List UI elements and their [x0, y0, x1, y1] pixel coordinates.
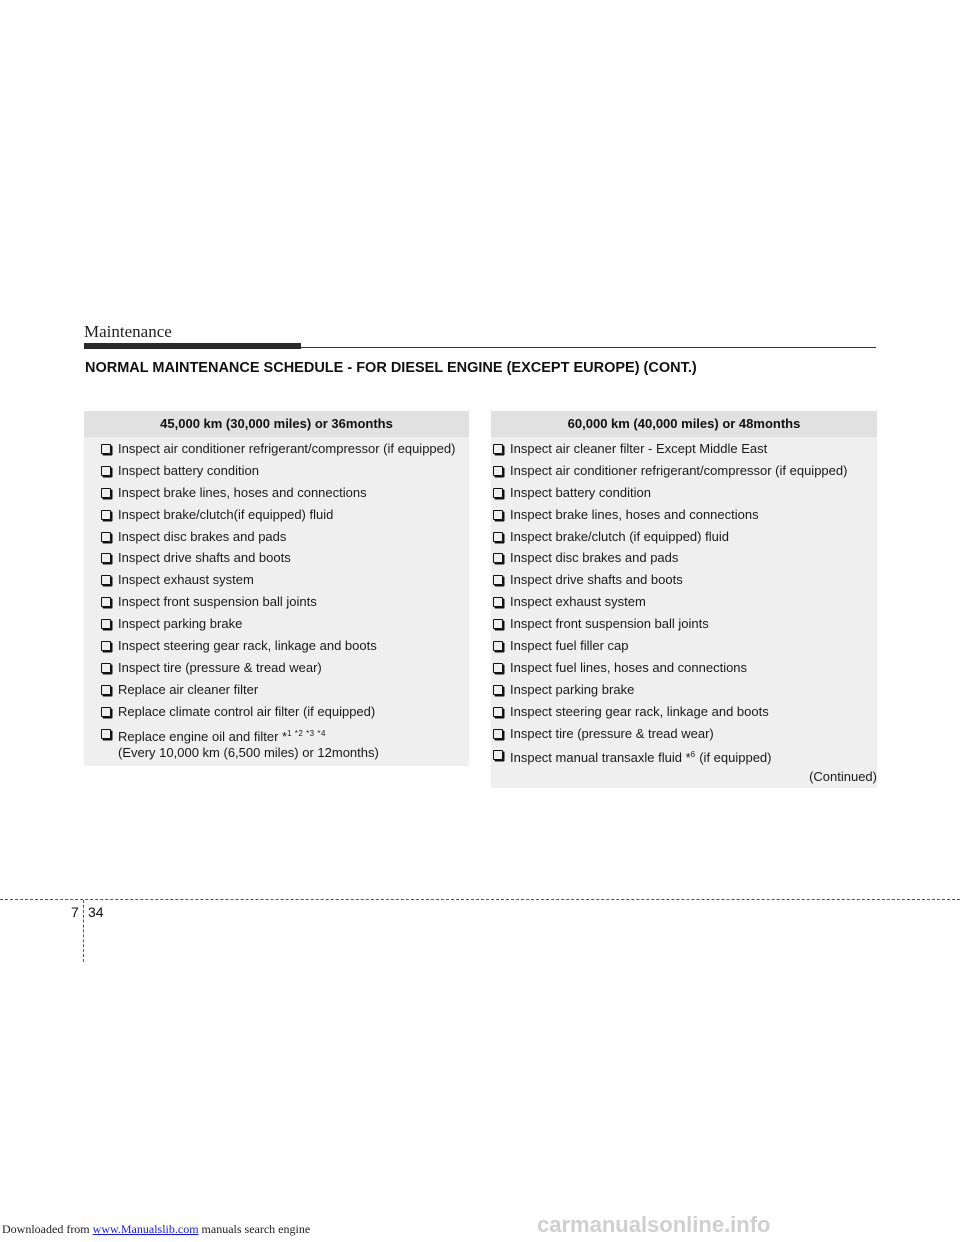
checkbox-icon [101, 444, 111, 454]
list-item: Inspect disc brakes and pads [99, 529, 469, 551]
checkbox-icon [101, 685, 111, 695]
checkbox-icon [493, 685, 503, 695]
checkbox-icon [493, 750, 503, 760]
list-item: Replace climate control air filter (if equipped) [99, 704, 469, 726]
list-item: Inspect fuel filler cap [491, 638, 877, 660]
checkbox-icon [101, 575, 111, 585]
checkbox-icon [101, 488, 111, 498]
list-item: Inspect battery condition [99, 463, 469, 485]
list-item: Replace engine oil and filter *$^{1 *2 *3 *4}$ (Every 10,000 km (6,500 miles) or 12months) [99, 726, 469, 761]
checkbox-icon [101, 466, 111, 476]
checkbox-icon [101, 532, 111, 542]
manualslib-link[interactable]: www.Manualslib.com [92, 1222, 199, 1236]
continued-note: (Continued) [809, 769, 877, 784]
checkbox-icon [493, 444, 503, 454]
footer-prefix: Downloaded from [2, 1222, 93, 1236]
checkbox-icon [493, 553, 503, 563]
checkbox-icon [493, 488, 503, 498]
list-item: Inspect tire (pressure & tread wear) [99, 660, 469, 682]
checkbox-icon [493, 707, 503, 717]
list-item: Inspect brake lines, hoses and connections [491, 507, 877, 529]
page-number: 34 [88, 904, 104, 920]
list-item: Inspect drive shafts and boots [99, 550, 469, 572]
list-item: Inspect steering gear rack, linkage and boots [99, 638, 469, 660]
page-divider-vertical [83, 900, 84, 962]
section-title: Maintenance [84, 322, 172, 341]
list-item: Inspect brake/clutch (if equipped) fluid [491, 529, 877, 551]
list-item: Inspect parking brake [99, 616, 469, 638]
checkbox-icon [101, 663, 111, 673]
checklist [491, 437, 877, 769]
checkbox-icon [493, 619, 503, 629]
checkbox-icon [493, 532, 503, 542]
checkbox-icon [101, 597, 111, 607]
list-item: Inspect manual transaxle fluid *$^6$ (if equipped) [491, 747, 877, 769]
list-item: Inspect air conditioner refrigerant/compressor (if equipped) [491, 463, 877, 485]
schedule-panel-45000km [84, 411, 469, 766]
checkbox-icon [493, 597, 503, 607]
checklist [84, 437, 469, 761]
checkbox-icon [493, 641, 503, 651]
footer-suffix: manuals search engine [198, 1222, 311, 1236]
list-item: Inspect brake/clutch(if equipped) fluid [99, 507, 469, 529]
checkbox-icon [493, 466, 503, 476]
list-item: Inspect front suspension ball joints [491, 616, 877, 638]
list-item: Inspect steering gear rack, linkage and boots [491, 704, 877, 726]
watermark: carmanualsonline.info [537, 1212, 771, 1237]
header-rule-accent [84, 343, 301, 349]
checkbox-icon [493, 510, 503, 520]
checkbox-icon [493, 575, 503, 585]
checkbox-icon [493, 663, 503, 673]
checkbox-icon [101, 553, 111, 563]
footnote-markers: 1 *2 *3 *4 [287, 728, 326, 738]
list-item: Inspect fuel lines, hoses and connections [491, 660, 877, 682]
checkbox-icon [493, 729, 503, 739]
chapter-number: 7 [71, 904, 79, 920]
checkbox-icon [101, 619, 111, 629]
list-item: Inspect tire (pressure & tread wear) [491, 726, 877, 748]
list-item: Inspect battery condition [491, 485, 877, 507]
checkbox-icon [101, 510, 111, 520]
schedule-heading: NORMAL MAINTENANCE SCHEDULE - FOR DIESEL ENGINE (EXCEPT EUROPE) (CONT.) [85, 360, 697, 376]
checkbox-icon [101, 729, 111, 739]
checkbox-icon [101, 707, 111, 717]
checkbox-icon [101, 641, 111, 651]
list-item: Inspect drive shafts and boots [491, 572, 877, 594]
list-item: Inspect brake lines, hoses and connections [99, 485, 469, 507]
list-item: Inspect front suspension ball joints [99, 594, 469, 616]
list-item: Inspect parking brake [491, 682, 877, 704]
list-item: Inspect air conditioner refrigerant/compressor (if equipped) [99, 441, 469, 463]
schedule-panel-60000km [491, 411, 877, 788]
panel-title: 45,000 km (30,000 miles) or 36months [84, 411, 469, 437]
list-item-subtext: (Every 10,000 km (6,500 miles) or 12months) [118, 744, 379, 760]
download-footer [2, 1222, 310, 1237]
list-item: Inspect exhaust system [99, 572, 469, 594]
page-divider [0, 899, 960, 900]
list-item: Inspect exhaust system [491, 594, 877, 616]
footnote-marker: 6 [690, 750, 696, 760]
panel-title: 60,000 km (40,000 miles) or 48months [491, 411, 877, 437]
list-item: Replace air cleaner filter [99, 682, 469, 704]
list-item: Inspect air cleaner filter - Except Middle East [491, 441, 877, 463]
list-item: Inspect disc brakes and pads [491, 550, 877, 572]
